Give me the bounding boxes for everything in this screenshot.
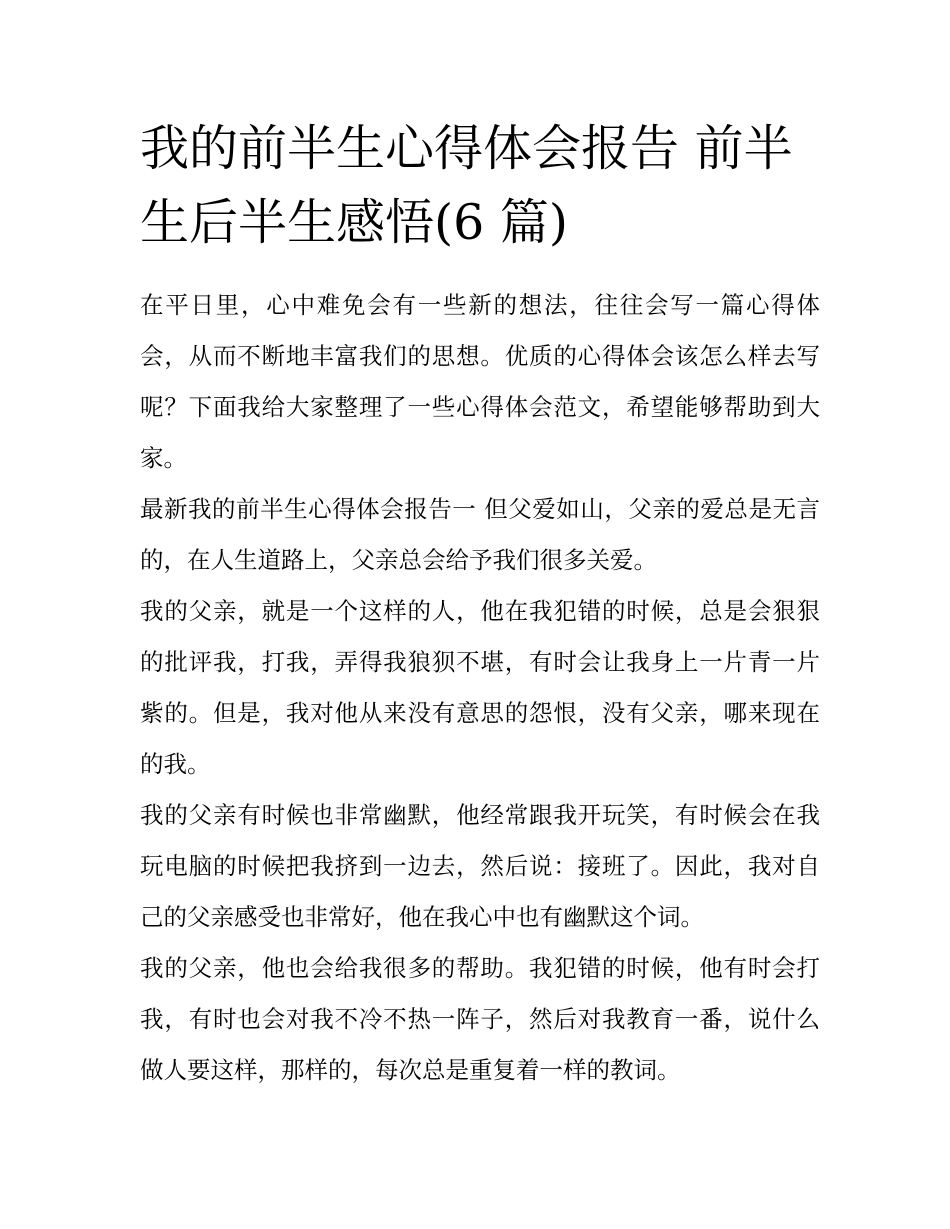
paragraph-intro: 在平日里，心中难免会有一些新的想法，往往会写一篇心得体会，从而不断地丰富我们的思想。优质的心得体会该怎么样去写呢？下面我给大家整理了一些心得体会范文，希望能够帮助到大家。 [140, 291, 820, 472]
document-content [140, 112, 820, 1096]
document-title: 我的前半生心得体会报告 前半生后半生感悟(6 篇) [140, 120, 793, 251]
paragraph-report-one: 最新我的前半生心得体会报告一 但父爱如山，父亲的爱总是无言的，在人生道路上，父亲总会给予我们很多关爱。 [140, 495, 820, 574]
paragraph-father-strict: 我的父亲，就是一个这样的人，他在我犯错的时候，总是会狠狠的批评我，打我，弄得我狼狈不堪，有时会让我身上一片青一片紫的。但是，我对他从来没有意思的怨恨，没有父亲，哪来现在的我。 [140, 597, 820, 778]
paragraph-father-help: 我的父亲，他也会给我很多的帮助。我犯错的时候，他有时会打我，有时也会对我不冷不热一阵子，然后对我教育一番，说什么做人要这样，那样的，每次总是重复着一样的教词。 [140, 954, 820, 1084]
paragraph-father-humor: 我的父亲有时候也非常幽默，他经常跟我开玩笑，有时候会在我玩电脑的时候把我挤到一边去，然后说：接班了。因此，我对自己的父亲感受也非常好，他在我心中也有幽默这个词。 [140, 801, 820, 931]
